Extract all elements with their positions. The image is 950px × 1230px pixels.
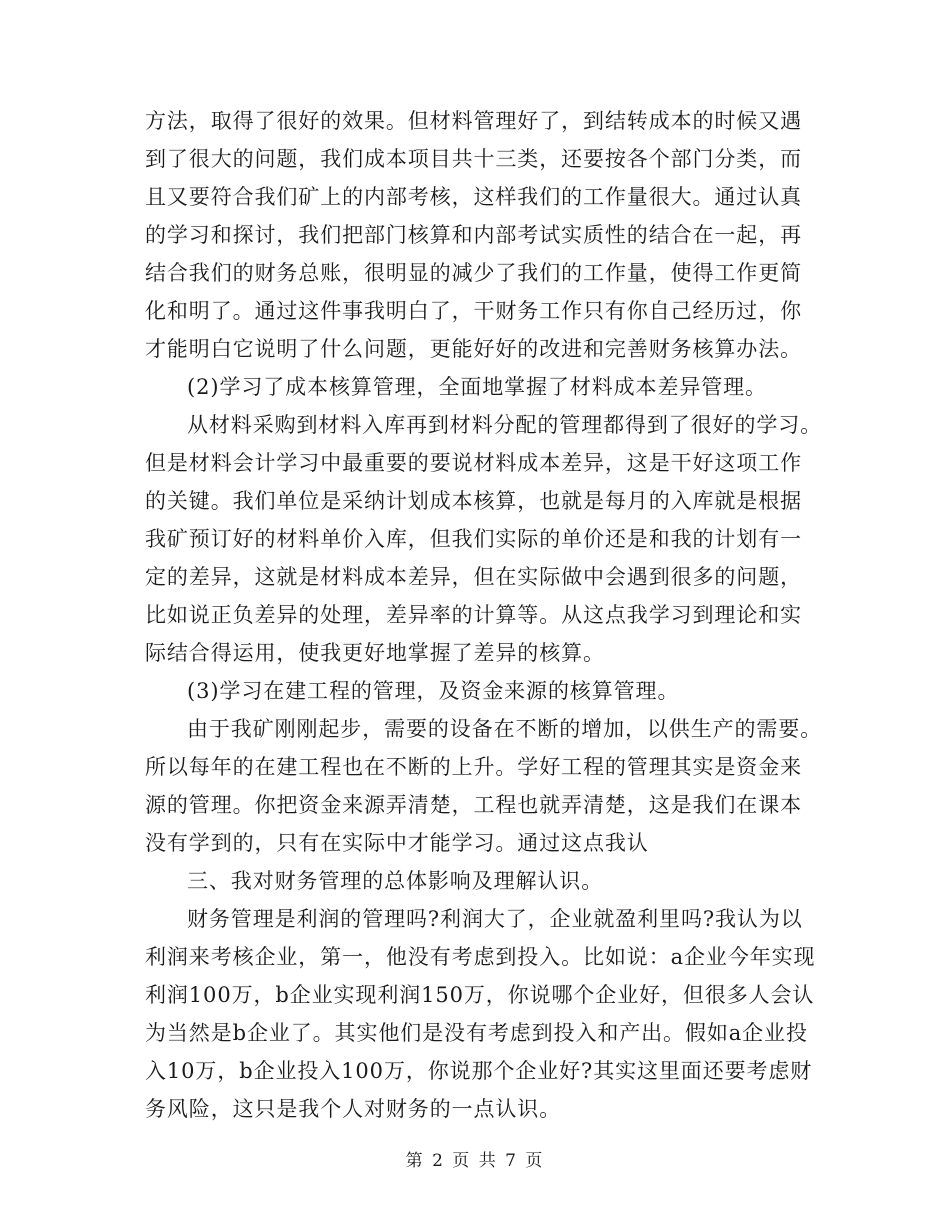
text-line: 比如说正负差异的处理，差异率的计算等。从这点我学习到理论和实: [145, 603, 802, 627]
section-heading: (2)学习了成本核算管理，全面地掌握了材料成本差异管理。: [187, 375, 767, 399]
text-line: 源的管理。你把资金来源弄清楚，工程也就弄清楚，这是我们在课本: [145, 793, 802, 817]
text-line: 化和明了。通过这件事我明白了，干财务工作只有你自己经历过，你: [145, 299, 802, 323]
text-line: 的关键。我们单位是采纳计划成本核算，也就是每月的入库就是根据: [145, 489, 802, 513]
text-line: 务风险，这只是我个人对财务的一点认识。: [145, 1097, 562, 1121]
text-line: 财务管理是利润的管理吗?利润大了，企业就盈利里吗?我认为以: [187, 907, 803, 931]
text-line: 的学习和探讨，我们把部门核算和内部考试实质性的结合在一起，再: [145, 223, 802, 247]
text-line: 为当然是b企业了。其实他们是没有考虑到投入和产出。假如a企业投: [145, 1021, 808, 1045]
text-line: 利润来考核企业，第一，他没有考虑到投入。比如说：a企业今年实现: [145, 945, 816, 969]
text-line: 我矿预订好的材料单价入库，但我们实际的单价还是和我的计划有一: [145, 527, 802, 551]
text-line: 且又要符合我们矿上的内部考核，这样我们的工作量很大。通过认真: [145, 185, 802, 209]
text-line: 由于我矿刚刚起步，需要的设备在不断的增加，以供生产的需要。: [187, 717, 823, 741]
text-line: 所以每年的在建工程也在不断的上升。学好工程的管理其实是资金来: [145, 755, 802, 779]
text-line: 定的差异，这就是材料成本差异，但在实际做中会遇到很多的问题，: [145, 565, 802, 589]
text-line: 到了很大的问题，我们成本项目共十三类，还要按各个部门分类，而: [145, 147, 802, 171]
text-line: 但是材料会计学习中最重要的要说材料成本差异，这是干好这项工作: [145, 451, 802, 475]
text-line: 方法，取得了很好的效果。但材料管理好了，到结转成本的时候又遇: [145, 109, 802, 133]
page-number-footer: 第 2 页 共 7 页: [405, 1151, 545, 1171]
text-line: 从材料采购到材料入库再到材料分配的管理都得到了很好的学习。: [187, 413, 823, 437]
text-line: 入10万，b企业投入100万，你说那个企业好?其实这里面还要考虑财: [145, 1059, 813, 1083]
text-line: 利润100万，b企业实现利润150万，你说哪个企业好，但很多人会认: [145, 983, 815, 1007]
text-line: 没有学到的，只有在实际中才能学习。通过这点我认: [145, 831, 649, 855]
section-heading: 三、我对财务管理的总体影响及理解认识。: [187, 869, 604, 893]
text-line: 才能明白它说明了什么问题，更能好好的改进和完善财务核算办法。: [145, 337, 802, 361]
text-line: 结合我们的财务总账，很明显的减少了我们的工作量，使得工作更简: [145, 261, 802, 285]
section-heading: (3)学习在建工程的管理，及资金来源的核算管理。: [187, 679, 680, 703]
body-text: [145, 102, 835, 1128]
text-line: 际结合得运用，使我更好地掌握了差异的核算。: [145, 641, 605, 665]
